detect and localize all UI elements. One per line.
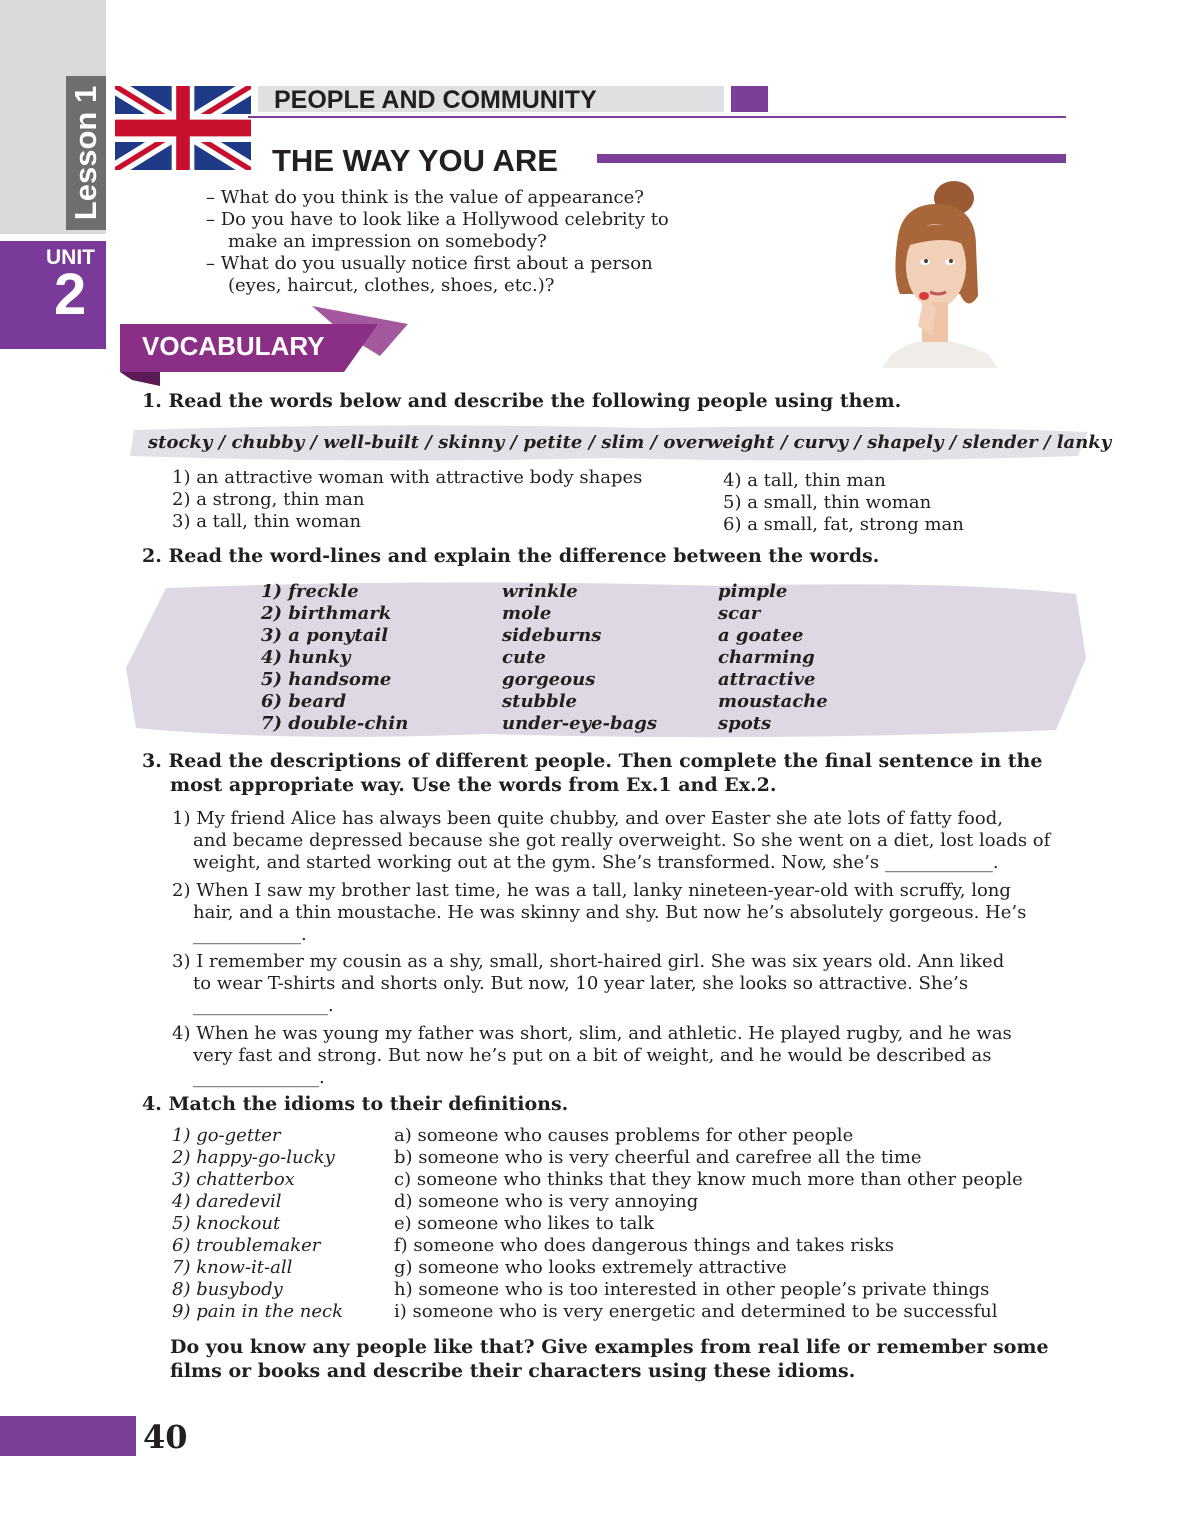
lesson-label (66, 76, 106, 230)
ex1-item-6: 6) a small, fat, strong man (723, 514, 964, 535)
ex3-para4-line1: 4) When he was young my father was short, slim, and athletic. He played rugby, and he was (172, 1023, 1012, 1044)
section-square (731, 86, 768, 112)
definition-f: f) someone who does dangerous things and takes risks (394, 1235, 895, 1256)
ex2-row4-col1: 4) hunky (261, 647, 351, 668)
ex3-para3-line2: to wear T-shirts and shorts only. But now, 10 year later, she looks so attractive. She’s (193, 973, 969, 994)
definition-a: a) someone who causes problems for other people (394, 1125, 854, 1146)
title-underline (597, 154, 1066, 163)
ex2-row7-col2: under-eye-bags (502, 713, 657, 734)
ex2-row2-col1: 2) birthmark (261, 603, 392, 624)
ex3-para4-line2: very fast and strong. But now he’s put on a bit of weight, and he would be described as (193, 1045, 992, 1066)
ex2-task: 2. Read the word-lines and explain the difference between the words. (142, 545, 880, 567)
intro-question-3: – What do you usually notice first about a person (206, 253, 653, 274)
section-divider (248, 116, 1066, 118)
ex2-row3-col2: sideburns (502, 625, 602, 646)
ex2-row6-col3: moustache (718, 691, 828, 712)
ex2-row1-col1: 1) freckle (261, 581, 359, 602)
ex4-follow-up-line2: films or books and describe their characters using these idioms. (170, 1360, 856, 1382)
intro-question-1: – What do you think is the value of appearance? (206, 187, 644, 208)
ex3-para2-line2: hair, and a thin moustache. He was skinny and shy. But now he’s absolutely gorgeous. He’s (193, 902, 1027, 923)
intro-question-2: – Do you have to look like a Hollywood celebrity to (206, 209, 669, 230)
uk-flag-icon (115, 86, 251, 170)
definition-h: h) someone who is too interested in other people’s private things (394, 1279, 990, 1300)
ex2-row5-col2: gorgeous (502, 669, 596, 690)
ex1-item-2: 2) a strong, thin man (172, 489, 365, 510)
thinking-girl-image (858, 176, 998, 368)
ex3-para2-line1: 2) When I saw my brother last time, he was a tall, lanky nineteen-year-old with scruffy, long (172, 880, 1011, 901)
unit-number: 2 (54, 262, 87, 327)
section-title: PEOPLE AND COMMUNITY (274, 86, 597, 114)
intro-question-2-cont: make an impression on somebody? (228, 231, 547, 252)
idiom-4: 4) daredevil (172, 1191, 282, 1212)
ex2-row2-col2: mole (502, 603, 552, 624)
idiom-8: 8) busybody (172, 1279, 283, 1300)
ex3-para1-line2: and became depressed because she got really overweight. So she went on a diet, lost loads of (193, 830, 1051, 851)
ex1-task: 1. Read the words below and describe the following people using them. (142, 390, 902, 412)
ex2-row3-col1: 3) a ponytail (261, 625, 389, 646)
ex3-para3-line3: _______________. (193, 995, 334, 1016)
ex2-row6-col1: 6) beard (261, 691, 347, 712)
ex2-row1-col3: pimple (718, 581, 788, 602)
definition-g: g) someone who looks extremely attractive (394, 1257, 787, 1278)
page-title: THE WAY YOU ARE (272, 143, 558, 178)
idiom-9: 9) pain in the neck (172, 1301, 344, 1322)
ex1-item-5: 5) a small, thin woman (723, 492, 932, 513)
definition-b: b) someone who is very cheerful and carefree all the time (394, 1147, 922, 1168)
ex3-task-line2: most appropriate way. Use the words from Ex.1 and Ex.2. (170, 774, 777, 796)
definition-e: e) someone who likes to talk (394, 1213, 655, 1234)
vocabulary-label: VOCABULARY (142, 331, 325, 361)
ex2-row3-col3: a goatee (718, 625, 804, 646)
ex2-row1-col2: wrinkle (502, 581, 578, 602)
intro-question-3-cont: (eyes, haircut, clothes, shoes, etc.)? (228, 275, 555, 296)
ex2-row2-col3: scar (718, 603, 761, 624)
idiom-6: 6) troublemaker (172, 1235, 321, 1256)
ex3-para4-line3: ______________. (193, 1067, 325, 1088)
idiom-5: 5) knockout (172, 1213, 281, 1234)
ex1-item-1: 1) an attractive woman with attractive body shapes (172, 467, 643, 488)
ex4-task: 4. Match the idioms to their definitions. (142, 1093, 569, 1115)
definition-c: c) someone who thinks that they know much more than other people (394, 1169, 1023, 1190)
ex2-row5-col3: attractive (718, 669, 816, 690)
definition-d: d) someone who is very annoying (394, 1191, 699, 1212)
idiom-2: 2) happy-go-lucky (172, 1147, 335, 1168)
ex3-task-line1: 3. Read the descriptions of different people. Then complete the final sentence in the (142, 750, 1043, 772)
ex2-row7-col3: spots (718, 713, 772, 734)
ex2-row6-col2: stubble (502, 691, 577, 712)
page-number: 40 (143, 1418, 188, 1456)
ex1-item-4: 4) a tall, thin man (723, 470, 886, 491)
definition-i: i) someone who is very energetic and determined to be successful (394, 1301, 998, 1322)
unit-word: UNIT (46, 246, 95, 269)
ex3-para1-line1: 1) My friend Alice has always been quite chubby, and over Easter she ate lots of fatty food, (172, 808, 1003, 829)
idiom-1: 1) go-getter (172, 1125, 281, 1146)
idiom-3: 3) chatterbox (172, 1169, 295, 1190)
ex2-row4-col2: cute (502, 647, 546, 668)
page-number-bar (0, 1416, 136, 1456)
ex3-para1-line3: weight, and started working out at the gym. She’s transformed. Now, she’s ____________. (193, 852, 999, 873)
idiom-7: 7) know-it-all (172, 1257, 293, 1278)
ex2-row7-col1: 7) double-chin (261, 713, 409, 734)
lesson-text: Lesson 1 (68, 85, 104, 221)
ex2-row5-col1: 5) handsome (261, 669, 392, 690)
ex1-word-list: stocky / chubby / well-built / skinny / petite / slim / overweight / curvy / shapely / slender / lanky (148, 432, 1112, 453)
ex3-para2-line3: ____________. (193, 924, 307, 945)
ex4-follow-up-line1: Do you know any people like that? Give examples from real life or remember some (170, 1336, 1049, 1358)
ex3-para3-line1: 3) I remember my cousin as a shy, small, short-haired girl. She was six years old. Ann liked (172, 951, 1005, 972)
ex1-item-3: 3) a tall, thin woman (172, 511, 362, 532)
ex2-row4-col3: charming (718, 647, 815, 668)
